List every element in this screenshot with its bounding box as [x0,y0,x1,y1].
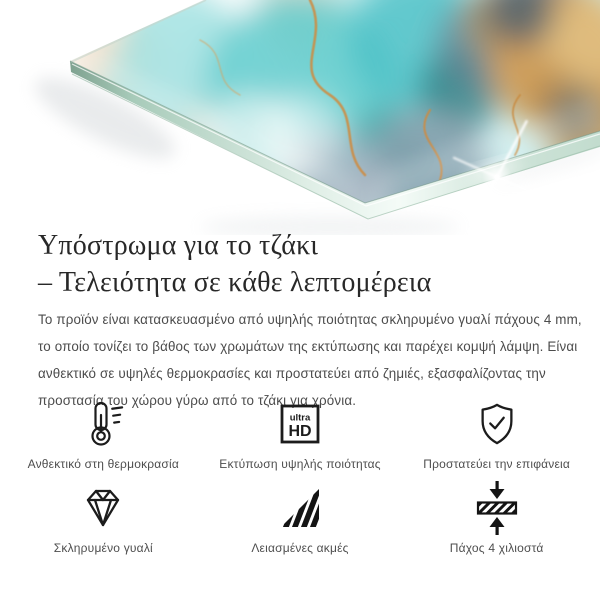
feature-label: Πάχος 4 χιλιοστά [449,541,544,555]
feature-tempered-glass [5,482,202,556]
page-title-line2: – Τελειότητα σε κάθε λεπτομέρεια [38,267,432,298]
product-description: Το προϊόν είναι κατασκευασμένο από υψηλής ποιότητας σκληρυμένο γυαλί πάχους 4 mm, το οποίο τονίζει το βάθος των χρωμάτων της εκτύπωσης και παρέχει κομψή λάμψη. Είναι ανθεκτικό σε υψηλές θερμοκρασίες και προστατεύει από ζημιές, εξασφαλίζοντας την προστασία του χώρου γύρω από το τζάκι για χρόνια. [38,312,582,408]
thermometer-icon [80,398,126,450]
product-hero-image [0,0,600,235]
feature-label: Προστατεύει την επιφάνεια [423,457,571,471]
glass-panel-illustration [0,0,600,235]
feature-label: Λειασμένες ακμές [251,541,349,555]
feature-polished-edges [202,482,399,556]
diamond-icon [79,482,127,534]
feature-label: Σκληρυμένο γυαλί [53,541,153,555]
page-title-line1: Υπόστρωμα για το τζάκι [38,230,319,261]
feature-surface-protection [398,398,595,472]
feature-print-quality [202,398,399,472]
page-title [38,227,432,301]
feature-label: Ανθεκτικό στη θερμοκρασία [27,457,180,471]
ultra-hd-icon-text-bottom: HD [288,423,312,440]
feature-grid [5,398,595,556]
feature-thickness [398,482,595,556]
ultra-hd-icon [278,398,322,450]
ultra-hd-icon-text-top: ultra [289,412,311,424]
polished-edges-icon [278,482,322,534]
shield-check-icon [474,398,520,450]
feature-label: Εκτύπωση υψηλής ποιότητας [219,457,381,471]
feature-temperature-resistant [5,398,202,472]
thickness-icon [475,482,519,534]
